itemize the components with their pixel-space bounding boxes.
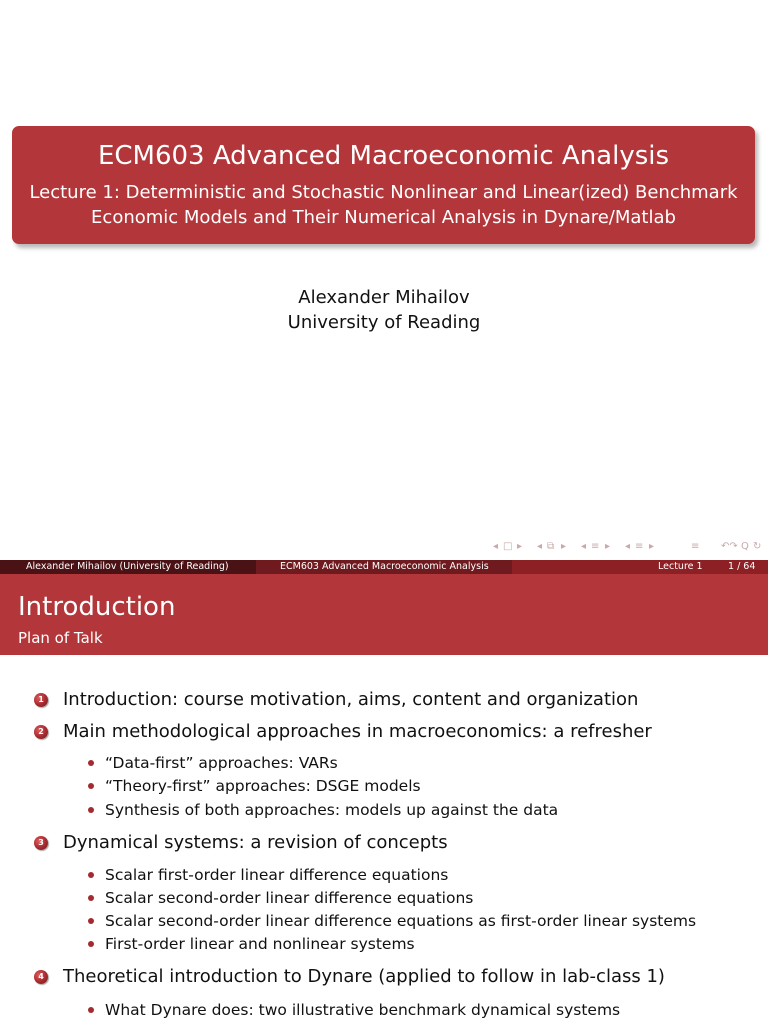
- outline-subitem-text: “Theory-first” approaches: DSGE models: [105, 777, 421, 795]
- nav-frame-icon[interactable]: □: [503, 541, 513, 552]
- nav-search-icon[interactable]: Q: [741, 541, 749, 552]
- nav-frame-next-icon[interactable]: ▸: [517, 541, 523, 552]
- enum-number-icon: 4: [34, 970, 48, 984]
- nav-doc-prev-icon[interactable]: ◂: [625, 541, 631, 552]
- presentation-subtitle: [12, 180, 755, 230]
- footer-author: Alexander Mihailov (University of Reading): [26, 561, 229, 572]
- plan-of-talk-slide: [0, 574, 768, 1024]
- nav-subsection-next-icon[interactable]: ▸: [561, 541, 567, 552]
- enum-number-icon: 3: [34, 836, 48, 850]
- nav-subsection-prev-icon[interactable]: ◂: [537, 541, 543, 552]
- bullet-icon: [88, 895, 94, 901]
- outline-item-text: Theoretical introduction to Dynare (applied to follow in lab-class 1): [63, 966, 665, 987]
- bullet-icon: [88, 783, 94, 789]
- footer-lecture: Lecture 1: [658, 561, 703, 572]
- outline-subitem-text: Scalar second-order linear difference equations: [105, 889, 474, 907]
- footer-page-number: 1 / 64: [728, 561, 756, 572]
- nav-back-forward-icon[interactable]: ↶↷: [721, 541, 738, 552]
- author-name: Alexander Mihailov: [298, 287, 470, 308]
- footer-title: ECM603 Advanced Macroeconomic Analysis: [280, 561, 489, 572]
- bullet-icon: [88, 1007, 94, 1013]
- footer-title-section: [256, 560, 512, 574]
- outline-item-text: Introduction: course motivation, aims, content and organization: [63, 689, 639, 710]
- footer-page-section: [512, 560, 768, 574]
- presentation-title: ECM603 Advanced Macroeconomic Analysis: [97, 141, 670, 171]
- nav-doc-icon[interactable]: ≡: [635, 541, 644, 552]
- footer-author-section: [0, 560, 256, 574]
- subtitle-line-2: Economic Models and Their Numerical Analysis in Dynare/Matlab: [91, 207, 676, 228]
- nav-section-next-icon[interactable]: ▸: [605, 541, 611, 552]
- nav-section-prev-icon[interactable]: ◂: [581, 541, 587, 552]
- outline-subitem-text: First-order linear and nonlinear systems: [105, 935, 415, 953]
- title-block: [12, 126, 755, 244]
- nav-refresh-icon[interactable]: ↻: [753, 541, 762, 552]
- bullet-icon: [88, 807, 94, 813]
- enum-number-icon: 1: [34, 693, 48, 707]
- nav-subsection-icon[interactable]: ⧉: [547, 541, 555, 552]
- bullet-icon: [88, 918, 94, 924]
- frame-subtitle: Plan of Talk: [18, 629, 103, 647]
- nav-section-icon[interactable]: ≡: [591, 541, 600, 552]
- bullet-icon: [88, 872, 94, 878]
- outline-subitem-text: “Data-first” approaches: VARs: [105, 754, 338, 772]
- nav-align-icon[interactable]: ≡: [691, 541, 700, 552]
- frame-header: [0, 574, 768, 655]
- nav-frame-prev-icon[interactable]: ◂: [493, 541, 499, 552]
- outline-item-text: Main methodological approaches in macroeconomics: a refresher: [63, 721, 652, 742]
- outline-item-text: Dynamical systems: a revision of concepts: [63, 832, 448, 853]
- author-institute: University of Reading: [287, 312, 481, 333]
- nav-doc-next-icon[interactable]: ▸: [649, 541, 655, 552]
- outline-subitem-text: Scalar second-order linear difference equations as first-order linear systems: [105, 912, 697, 930]
- author-block: [0, 285, 768, 335]
- beamer-navigation-bar: [493, 541, 765, 555]
- frame-title: Introduction: [18, 592, 176, 622]
- enum-number-icon: 2: [34, 725, 48, 739]
- outline-subitem-text: Synthesis of both approaches: models up against the data: [105, 801, 559, 819]
- bullet-icon: [88, 760, 94, 766]
- slide-footer: [0, 560, 768, 574]
- outline-subitem-text: What Dynare does: two illustrative benchmark dynamical systems: [105, 1001, 621, 1019]
- subtitle-line-1: Lecture 1: Deterministic and Stochastic Nonlinear and Linear(ized) Benchmark: [29, 182, 738, 203]
- bullet-icon: [88, 941, 94, 947]
- outline-subitem-text: Scalar first-order linear difference equations: [105, 866, 449, 884]
